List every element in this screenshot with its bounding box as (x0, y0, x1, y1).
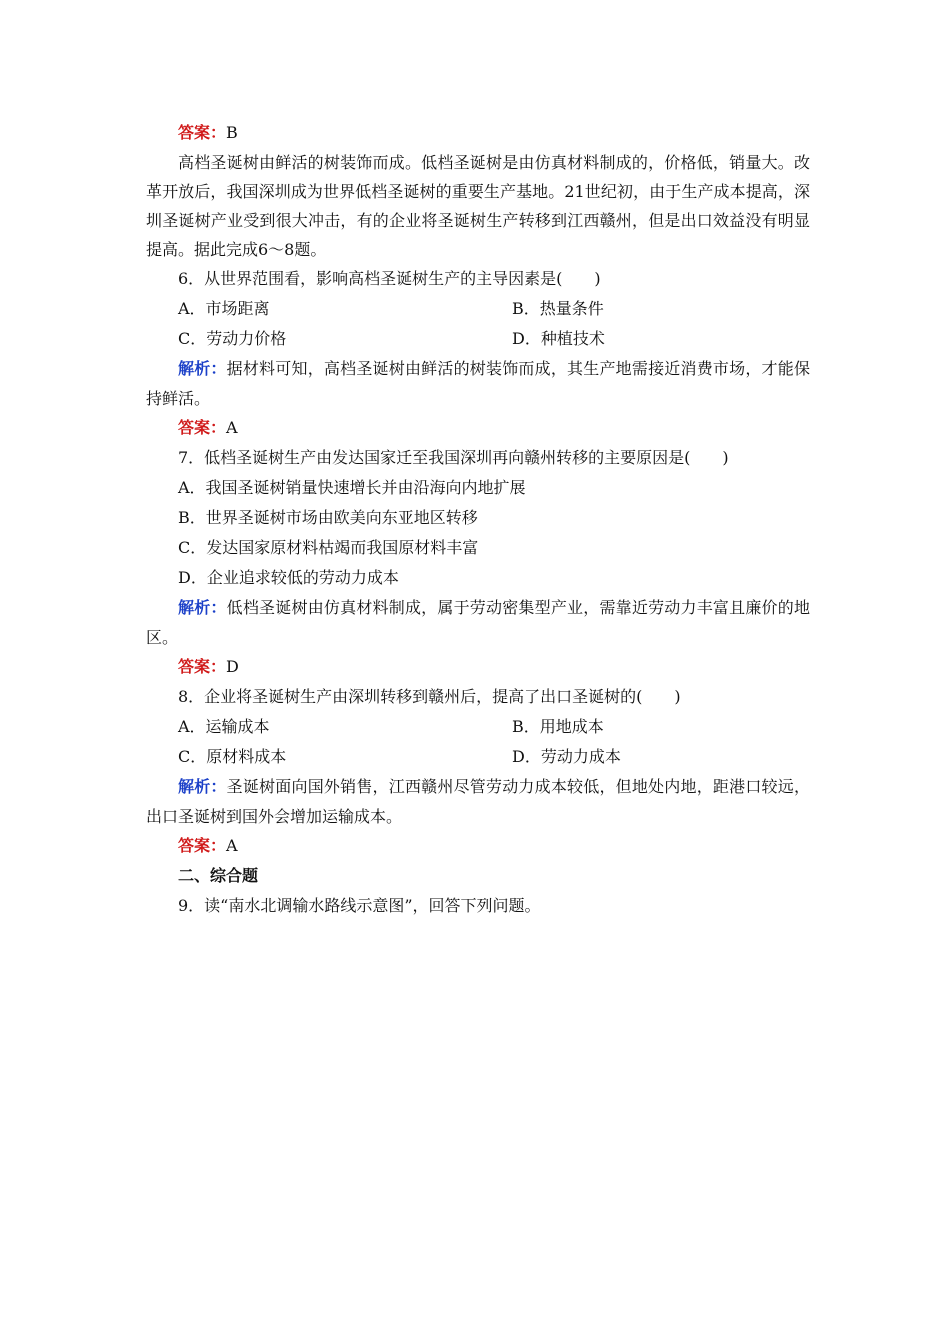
q6-analysis-text: 据材料可知，高档圣诞树由鲜活的树装饰而成，其生产地需接近消费市场，才能保持鲜活。 (146, 359, 810, 408)
q7-answer-line (146, 652, 810, 682)
q6-options-row-2 (146, 324, 810, 354)
answer-label: 答案： (178, 418, 227, 437)
analysis-label: 解析： (178, 359, 227, 378)
q9-question: 9．读“南水北调输水路线示意图”，回答下列问题。 (178, 896, 541, 915)
answer-label: 答案： (178, 836, 227, 855)
q6-answer-value: A (226, 418, 238, 437)
q8-option-a: A．运输成本 (178, 717, 270, 736)
q8-analysis-text: 圣诞树面向国外销售，江西赣州尽管劳动力成本较低，但地处内地，距港口较远，出口圣诞树到国外会增加运输成本。 (146, 777, 810, 826)
q7-analysis (146, 593, 810, 652)
answer-label: 答案： (178, 657, 227, 676)
q7-option-a: A．我国圣诞树销量快速增长并由沿海向内地扩展 (178, 478, 526, 497)
q8-option-b: B．用地成本 (512, 717, 604, 736)
analysis-label: 解析： (178, 777, 227, 796)
section-heading: 二、综合题 (178, 866, 259, 885)
q6-question: 6．从世界范围看，影响高档圣诞树生产的主导因素是( ) (178, 269, 601, 288)
q5-answer-line (146, 118, 810, 148)
answer-label: 答案： (178, 123, 227, 142)
q8-option-d: D．劳动力成本 (512, 747, 621, 766)
q7-option-b: B．世界圣诞树市场由欧美向东亚地区转移 (178, 508, 478, 527)
q6-option-a: A．市场距离 (178, 299, 270, 318)
q8-answer-line (146, 831, 810, 861)
material-paragraph: 高档圣诞树由鲜活的树装饰而成。低档圣诞树是由仿真材料制成的，价格低，销量大。改革开放后，我国深圳成为世界低档圣诞树的重要生产基地。21世纪初，由于生产成本提高，深圳圣诞树产业受到很大冲击，有的企业将圣诞树生产转移到江西赣州，但是出口效益没有明显提高。据此完成6～8题。 (146, 153, 810, 259)
q5-answer-value: B (226, 123, 238, 142)
q6-option-d: D．种植技术 (512, 329, 605, 348)
q8-question: 8．企业将圣诞树生产由深圳转移到赣州后，提高了出口圣诞树的( ) (178, 687, 681, 706)
q8-options-row-1 (146, 712, 810, 742)
q7-answer-value: D (226, 657, 239, 676)
q6-answer-line (146, 413, 810, 443)
q6-analysis (146, 354, 810, 413)
q7-option-c: C．发达国家原材料枯竭而我国原材料丰富 (178, 538, 479, 557)
q7-analysis-text: 低档圣诞树由仿真材料制成，属于劳动密集型产业，需靠近劳动力丰富且廉价的地区。 (146, 598, 810, 647)
q6-options-row-1 (146, 294, 810, 324)
q6-option-c: C．劳动力价格 (178, 329, 287, 348)
analysis-label: 解析： (178, 598, 227, 617)
document-page (146, 118, 810, 921)
q8-analysis (146, 772, 810, 831)
q8-options-row-2 (146, 742, 810, 772)
q6-option-b: B．热量条件 (512, 299, 604, 318)
q7-question: 7．低档圣诞树生产由发达国家迁至我国深圳再向赣州转移的主要原因是( ) (178, 448, 729, 467)
q8-answer-value: A (226, 836, 238, 855)
q7-option-d: D．企业追求较低的劳动力成本 (178, 568, 399, 587)
q8-option-c: C．原材料成本 (178, 747, 287, 766)
